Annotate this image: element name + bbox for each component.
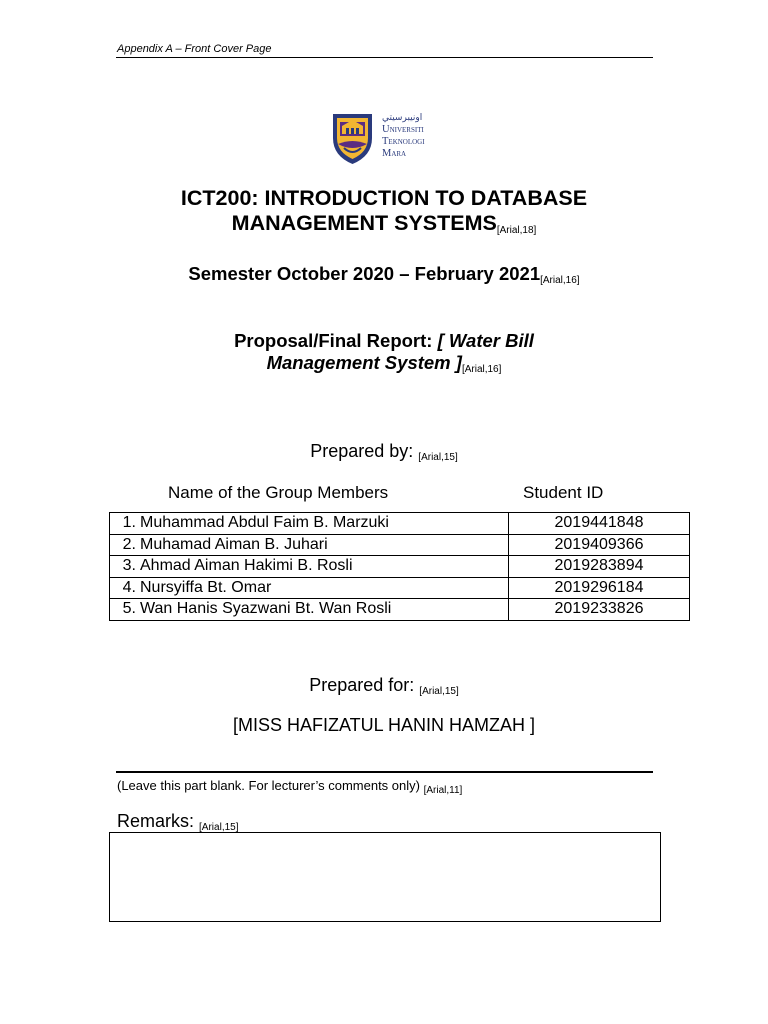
member-id: 2019441848 <box>509 513 690 535</box>
report-label: Proposal/Final Report: <box>234 330 433 351</box>
report-line1 <box>0 330 768 352</box>
remarks-box <box>109 832 661 922</box>
leave-text: (Leave this part blank. For lecturer’s comments only) <box>117 778 420 793</box>
member-name: Wan Hanis Syazwani Bt. Wan Rosli <box>140 600 392 618</box>
member-number: 5. <box>122 600 136 618</box>
members-table <box>109 512 690 621</box>
leave-note: [Arial,11] <box>423 785 463 796</box>
course-title-line2: MANAGEMENT SYSTEMS <box>231 211 497 235</box>
member-number: 3. <box>122 557 136 575</box>
table-row <box>110 556 690 578</box>
member-id: 2019233826 <box>509 599 690 621</box>
members-name-header: Name of the Group Members <box>168 483 389 502</box>
member-name-cell <box>110 556 509 578</box>
member-name-cell <box>110 577 509 599</box>
member-name-cell <box>110 599 509 621</box>
report-name-line2: Management System ] <box>266 352 462 373</box>
member-number: 4. <box>122 578 136 596</box>
lecturer-name: [MISS HAFIZATUL HANIN HAMZAH ] <box>232 715 536 735</box>
member-name: Muhamad Aiman B. Juhari <box>140 535 328 553</box>
member-id: 2019283894 <box>509 556 690 578</box>
member-number: 1. <box>122 514 136 532</box>
report-name-line1: [ Water Bill <box>437 330 534 351</box>
uitm-logo <box>330 108 455 166</box>
prepared-for-note: [Arial,15] <box>419 686 459 697</box>
report-title <box>0 330 768 381</box>
prepared-by-label: Prepared by: <box>310 441 414 461</box>
table-row <box>110 599 690 621</box>
member-name: Muhammad Abdul Faim B. Marzuki <box>140 514 389 532</box>
semester-note: [Arial,16] <box>540 275 580 286</box>
remarks-label: Remarks: <box>117 811 195 831</box>
course-title-line2-wrap <box>0 211 768 243</box>
course-title-line1: ICT200: INTRODUCTION TO DATABASE <box>180 186 588 210</box>
course-title <box>0 186 768 243</box>
lecturer-only-note <box>117 778 462 796</box>
prepared-by-note: [Arial,15] <box>418 452 458 463</box>
table-row <box>110 534 690 556</box>
member-number: 2. <box>122 535 136 553</box>
course-title-note: [Arial,18] <box>496 225 537 236</box>
logo-line3: Mara <box>382 148 407 159</box>
members-id-header: Student ID <box>523 483 604 502</box>
member-name-cell <box>110 513 509 535</box>
page-header: Appendix A – Front Cover Page <box>117 43 272 55</box>
member-name-cell <box>110 534 509 556</box>
report-line2 <box>0 352 768 381</box>
member-name: Nursyiffa Bt. Omar <box>140 578 272 596</box>
member-name: Ahmad Aiman Hakimi B. Rosli <box>140 557 353 575</box>
member-id: 2019296184 <box>509 577 690 599</box>
report-note: [Arial,16] <box>461 364 502 375</box>
prepared-by <box>0 441 768 463</box>
remarks-heading <box>117 811 239 833</box>
header-divider <box>116 57 653 58</box>
logo-line2: Teknologi <box>382 136 425 147</box>
logo-line1: Universiti <box>382 124 424 135</box>
logo-arabic: اونيبرسيتي <box>382 113 423 123</box>
prepared-for-label: Prepared for: <box>309 675 415 695</box>
lecturer-section-divider <box>116 771 653 773</box>
semester-line <box>0 263 768 286</box>
remarks-note: [Arial,15] <box>199 822 239 833</box>
table-row <box>110 513 690 535</box>
semester-text: Semester October 2020 – February 2021 <box>188 263 541 284</box>
prepared-for <box>0 675 768 697</box>
member-id: 2019409366 <box>509 534 690 556</box>
table-row <box>110 577 690 599</box>
